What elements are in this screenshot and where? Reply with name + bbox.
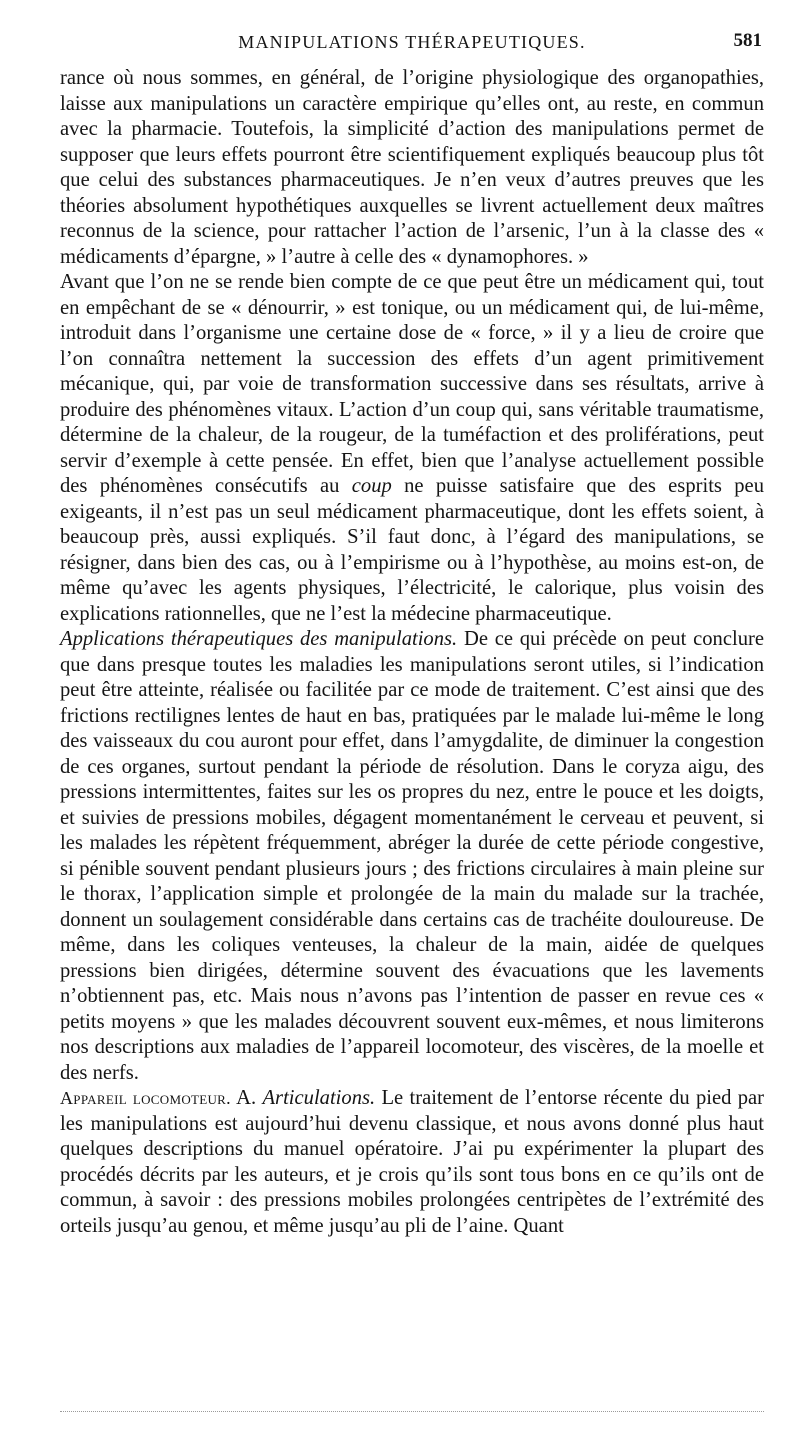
paragraph-medicament [60, 270, 764, 627]
body-text [60, 66, 764, 1239]
paragraph-3-text: De ce qui précède on peut conclure que dans presque toutes les maladies les manipulations seront utiles, si l’indication peut être atteinte, réalisée ou facilitée par ce mode de traitement. C’est ainsi que des frictions rectilignes lentes de haut en bas, pratiquées par le malade lui-même le long des vaisseaux du cou auront pour effet, dans l’amygdalite, de diminuer la congestion de ces organes, surtout pendant la période de résolution. Dans le coryza aigu, des pressions intermittentes, faites sur les os propres du nez, entre le pouce et les doigts, et suivies de pressions mobiles, dégagent momentanément le cerveau et peuvent, si les malades les répètent fréquemment, abréger la durée de cette période congestive, si pénible souvent pendant plusieurs jours ; des frictions circulaires à main pleine sur le thorax, l’application simple et prolongée de la main du malade sur la trachée, donnent un soulagement considérable dans certains cas de trachéite douloureuse. De même, dans les coliques venteuses, la chaleur de la main, aidée de quelques pressions bien dirigées, détermine souvent des évacuations que les lavements n’obtiennent pas, etc. Mais nous n’avons pas l’intention de passer en revue ces « petits moyens » que les malades découvrent souvent eux-mêmes, et nous limiterons nos descriptions aux maladies de l’appareil locomoteur, des viscères, de la moelle et des nerfs. [60, 628, 764, 1084]
paragraph-2-text-after: ne puisse satisfaire que des esprits peu exigeants, il n’est pas un seul médicament pharmaceutique, dont les effets soient, à beaucoup près, aussi expliqués. S’il faut donc, à l’égard des manipulations, se résigner, dans bien des cas, ou à l’empirisme ou à l’hypothèse, au moins est-on, de même qu’avec les agents physiques, l’électricité, le calorique, plus voisin des explications rationnelles, que ne l’est la médecine pharmaceutique. [60, 475, 764, 625]
paragraph-1-text: rance où nous sommes, en général, de l’origine physiologique des organopathies, laisse aux manipulations un caractère empirique qu’elles ont, au reste, en commun avec la pharmacie. Toutefois, la simplicité d’action des manipulations permet de supposer que leurs effets pourront être scientifiquement expliqués beaucoup plus tôt que celui des substances pharmaceutiques. Je n’en veux d’autres preuves que les théories absolument hypothétiques auxquelles se livrent actuellement deux maîtres reconnus de la science, pour rattacher l’action de l’arsenic, l’un à la classe des « médicaments d’épargne, » l’autre à celle des « dynamophores. » [60, 67, 764, 268]
subsection-prefix: A. [236, 1087, 257, 1109]
running-header [60, 26, 764, 56]
running-title: MANIPULATIONS THÉRAPEUTIQUES. [238, 32, 586, 52]
paragraph-continuation [60, 66, 764, 270]
section-heading-appareil-locomoteur: Appareil locomoteur. [60, 1088, 231, 1108]
page-number: 581 [733, 30, 762, 51]
paragraph-appareil-locomoteur [60, 1086, 764, 1239]
footer-dotted-rule [60, 1411, 764, 1412]
paragraph-4-text: Le traitement de l’entorse récente du pied par les manipulations est aujourd’hui devenu classique, et nous avons donné plus haut quelques descriptions du manuel opératoire. J’ai pu expérimenter la plupart des procédés décrits par les auteurs, et je crois qu’ils sont tous bons en ce qu’ils ont de commun, à savoir : des pressions mobiles prolongées centripètes de l’extrémité des orteils jusqu’au genou, et même jusqu’au pli de l’aine. Quant [60, 1087, 765, 1237]
subsection-heading-articulations: Articulations. [262, 1087, 376, 1109]
italic-word-coup: coup [351, 475, 392, 497]
section-heading-applications: Applications thérapeutiques des manipulations. [60, 628, 458, 650]
paragraph-applications [60, 627, 764, 1086]
paragraph-2-text: Avant que l’on ne se rende bien compte de ce que peut être un médicament qui, tout en empêchant de se « dénourrir, » est tonique, ou un médicament qui, de lui-même, introduit dans l’organisme une certaine dose de « force, » il y a lieu de croire que l’on connaîtra nettement la succession des effets d’un agent primitivement mécanique, qui, par voie de transformation successive dans ses résultats, arrive à produire des phénomènes vitaux. L’action d’un coup qui, sans véritable traumatisme, détermine de la chaleur, de la rougeur, de la tuméfaction et des proliférations, peut servir d’exemple à cette pensée. En effet, bien que l’analyse actuellement possible des phénomènes consécutifs au [60, 271, 764, 497]
